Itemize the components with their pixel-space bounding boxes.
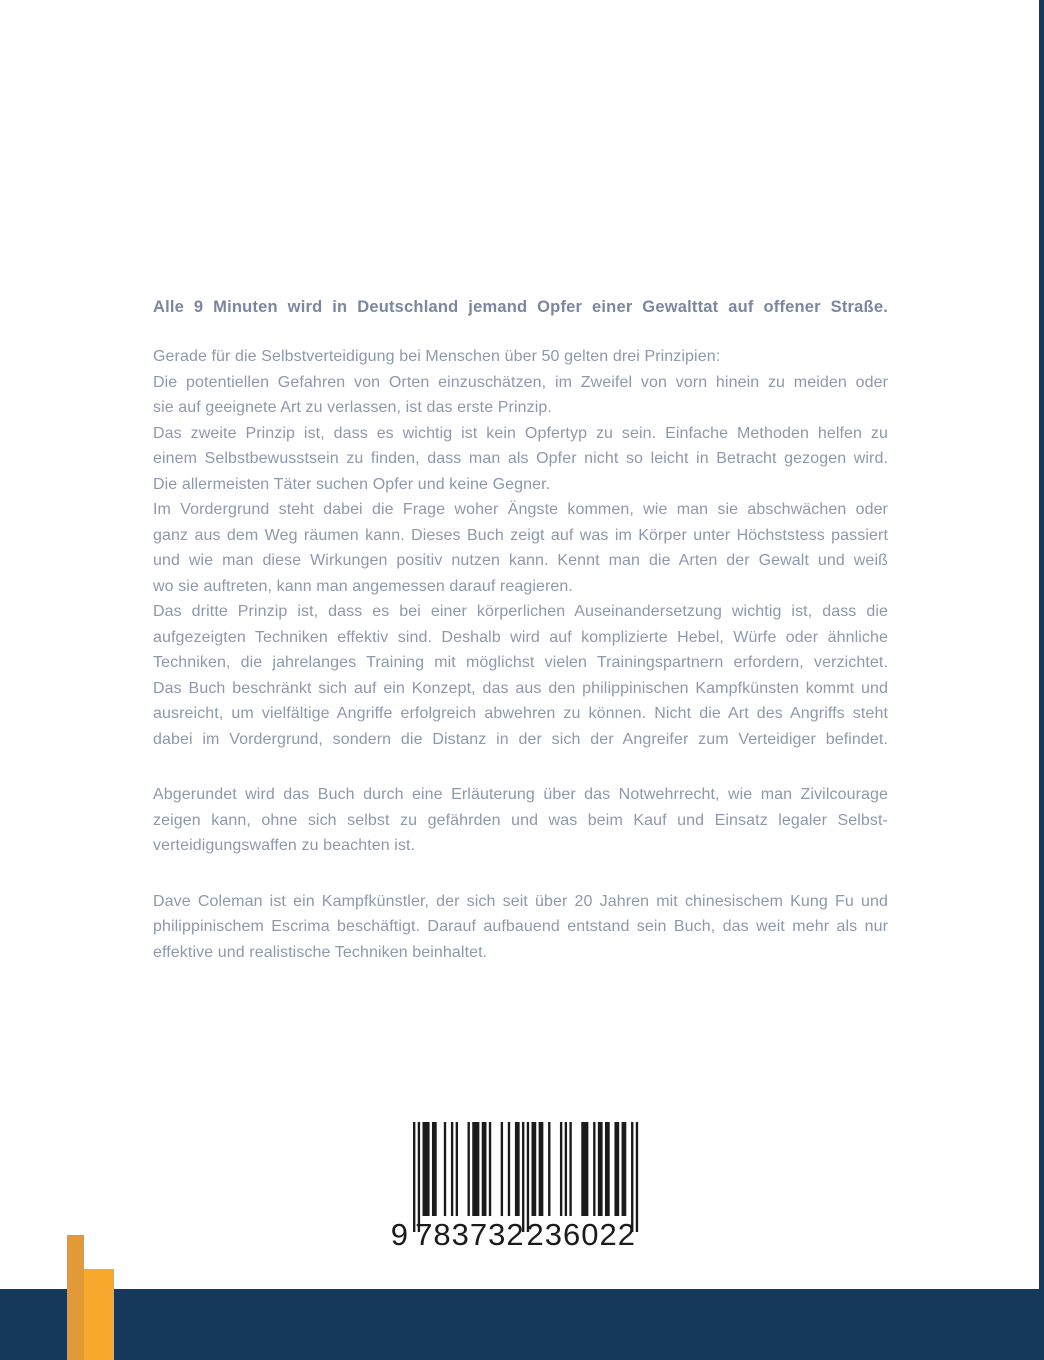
body-text-line: einem Selbstbewusstsein zu finden, dass man als Opfer nicht so leicht in Betracht gezogen wird. [153,450,888,467]
barcode-digits: 783732 [415,1217,525,1252]
barcode-bar [413,1122,415,1232]
accent-bar-light-orange [84,1269,114,1360]
cover-bottom-band [0,1289,1044,1360]
body-text-line: Die allermeisten Täter suchen Opfer und keine Gegner. [153,475,551,493]
barcode-bar [482,1122,487,1216]
barcode-bar [527,1122,529,1232]
barcode-bar [501,1122,503,1216]
body-text-line: ausreicht, um vielfältige Angriffe erfolgreich abwehren zu können. Nicht die Art des Angriffs steht [153,705,888,722]
barcode-bar [560,1122,562,1216]
paragraph-block [153,782,888,859]
barcode-bar [631,1122,633,1232]
barcode-bar [432,1122,437,1216]
body-text-line: philippinischem Escrima beschäftigt. Darauf aufbauend entstand sein Buch, das weit mehr als nur [153,918,888,935]
paragraph-block [153,344,888,752]
barcode-bar [605,1122,610,1216]
body-text-line: Techniken, die jahrelanges Training mit möglichst vielen Trainingspartnern erfordern, verzichtet. [153,654,888,671]
barcode-bar [456,1122,458,1216]
barcode-digits: 9 [391,1217,409,1252]
barcode-bar [515,1122,520,1216]
barcode-bar [422,1122,429,1216]
barcode-bar [614,1122,619,1216]
barcode-bar [418,1122,420,1232]
barcode-bar [468,1122,470,1216]
barcode-bar [489,1122,491,1216]
body-text-line: und wie man diese Wirkungen positiv nutzen kann. Kennt man die Arten der Gewalt und weiß [153,552,888,569]
body-text-line: wo sie auftreten, kann man angemessen darauf reagieren. [153,577,573,595]
barcode-bar [622,1122,627,1216]
barcode-bar [508,1122,510,1216]
barcode-digits: 236022 [526,1217,636,1252]
body-text-line: Die potentiellen Gefahren von Orten einzuschätzen, im Zweifel von vorn hinein zu meiden oder [153,373,888,391]
barcode-bar [569,1122,571,1216]
barcode-bar [548,1122,550,1216]
ean13-barcode [391,1115,641,1255]
body-text-line: zeigen kann, ohne sich selbst zu gefährden und was beim Kauf und Einsatz legaler Selbst- [153,811,888,829]
headline: Alle 9 Minuten wird in Deutschland jemand Opfer einer Gewalttat auf offener Straße. [153,298,888,316]
body-text-line: Abgerundet wird das Buch durch eine Erläuterung über das Notwehrrecht, wie man Zivilcourage [153,786,888,803]
barcode-bar [532,1122,537,1216]
body-text-line: Das zweite Prinzip ist, dass es wichtig ist kein Opfertyp zu sein. Einfache Methoden helfen zu [153,424,888,442]
body-text-line: sie auf geeignete Art zu verlassen, ist das erste Prinzip. [153,399,552,416]
body-text-line: Das dritte Prinzip ist, dass es bei einer körperlichen Auseinandersetzung wichtig ist, dass die [153,603,888,620]
cover-right-edge-stripe [1039,0,1044,1292]
barcode-bar [565,1122,567,1216]
accent-bar-dark-orange [67,1235,84,1360]
back-cover-text-column [153,297,888,965]
barcode-bar [598,1122,603,1216]
barcode-bar [593,1122,595,1216]
barcode-bar [539,1122,544,1216]
barcode-bar [636,1122,638,1232]
barcode-bar [444,1122,446,1216]
body-text-line: effektive und realistische Techniken beinhaltet. [153,943,488,961]
body-text-line: Das Buch beschränkt sich auf ein Konzept, das aus den philippinischen Kampfkünsten kommt und [153,679,888,697]
body-text-line: Im Vordergrund steht dabei die Frage woher Ängste kommen, wie man sie abschwächen oder [153,501,888,518]
barcode-bar [581,1122,588,1216]
body-text-line: Gerade für die Selbstverteidigung bei Menschen über 50 gelten drei Prinzipien: [153,348,721,365]
body-text-line: Dave Coleman ist ein Kampfkünstler, der sich seit über 20 Jahren mit chinesischem Kung Fu und [153,892,888,910]
body-text-line: aufgezeigten Techniken effektiv sind. Deshalb wird auf komplizierte Hebel, Würfe oder ähnliche [153,628,888,646]
barcode-bar [472,1122,479,1216]
barcode-bar [451,1122,453,1216]
body-text-line: dabei im Vordergrund, sondern die Distanz in der sich der Angreifer zum Verteidiger befindet. [153,730,888,748]
body-paragraphs [153,344,888,965]
body-text-line: verteidigungswaffen zu beachten ist. [153,837,416,854]
paragraph-block [153,889,888,966]
barcode-bar [522,1122,524,1232]
body-text-line: ganz aus dem Weg räumen kann. Dieses Buch zeigt auf was im Körper unter Höchststess passiert [153,526,888,544]
